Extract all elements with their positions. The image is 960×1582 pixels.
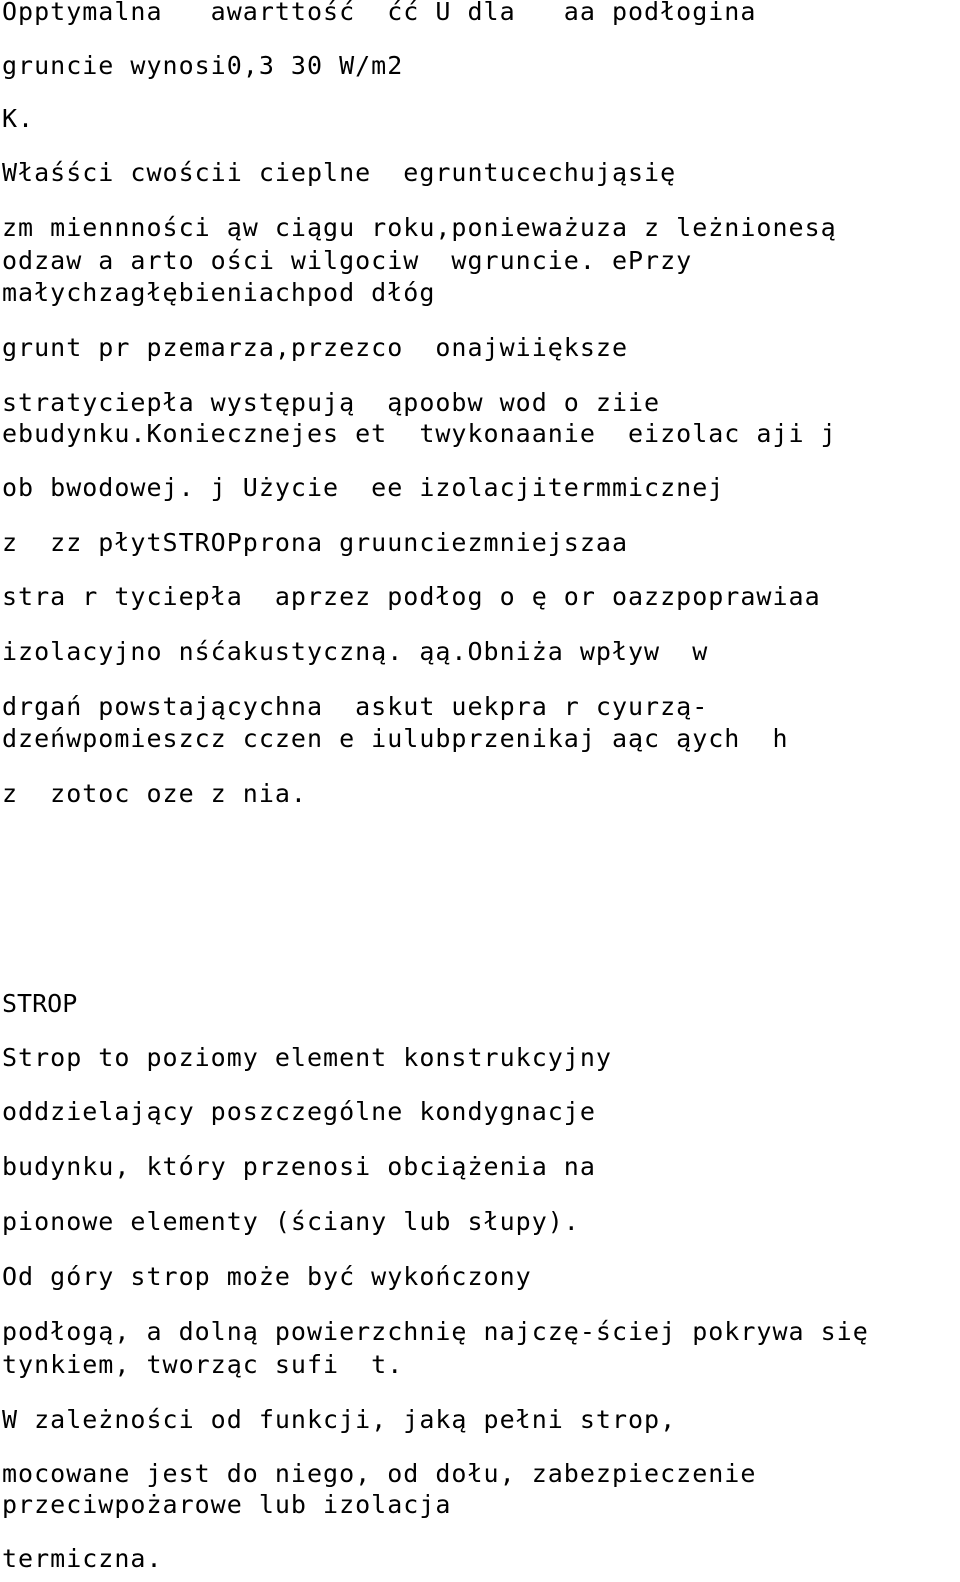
- text-line: tynkiem, tworząc sufi t.: [2, 1350, 404, 1379]
- text-line: pionowe elementy (ściany lub słupy).: [2, 1207, 580, 1236]
- text-line: dzeńwpomieszcz cczen e iulubprzenikaj aąc ąych h: [2, 724, 789, 753]
- text-line: Opptymalna awarttość ćć U dla aa podłogina: [2, 0, 757, 26]
- text-line: oddzielający poszczególne kondygnacje: [2, 1097, 596, 1126]
- text-line: budynku, który przenosi obciążenia na: [2, 1152, 596, 1181]
- text-line: stratyciepła występują ąpoobw wod o ziie: [2, 388, 661, 417]
- text-line: Właśści cwościi cieplne egruntucechująsię: [2, 158, 677, 187]
- text-line: Strop to poziomy element konstrukcyjny: [2, 1043, 612, 1072]
- text-line: ob bwodowej. j Użycie ee izolacjitermmicznej: [2, 473, 725, 502]
- text-line: mocowane jest do niego, od dołu, zabezpieczenie: [2, 1459, 757, 1488]
- text-line: gruncie wynosi0,3 30 W/m2: [2, 51, 404, 80]
- text-line: zm miennności ąw ciągu roku,ponieważuza z leżnionesą: [2, 213, 837, 242]
- text-line: odzaw a arto ości wilgociw wgruncie. ePrzy: [2, 246, 693, 275]
- text-line: Od góry strop może być wykończony: [2, 1262, 532, 1291]
- text-line: stra r tyciepła aprzez podłog o ę or oazzpoprawiaa: [2, 582, 821, 611]
- text-line: grunt pr pzemarza,przezco onajwiiększe: [2, 333, 628, 362]
- text-line: przeciwpożarowe lub izolacja: [2, 1490, 452, 1519]
- text-line: W zależności od funkcji, jaką pełni strop,: [2, 1405, 677, 1434]
- text-line: ebudynku.Koniecznejes et twykonaanie eizolac aji j: [2, 419, 837, 448]
- text-line: termiczna.: [2, 1544, 163, 1573]
- text-line: z zz płytSTROPprona gruunciezmniejszaa: [2, 528, 628, 557]
- section-heading: STROP: [2, 989, 78, 1018]
- text-line: izolacyjno nśćakustyczną. ąą.Obniża wpływ w: [2, 637, 709, 666]
- text-line: małychzagłębieniachpod dłóg: [2, 278, 436, 307]
- text-line: drgań powstającychna askut uekpra r cyurzą-: [2, 692, 709, 721]
- text-line: z zotoc oze z nia.: [2, 779, 307, 808]
- text-line: podłogą, a dolną powierzchnię najczę-ściej pokrywa się: [2, 1317, 869, 1346]
- text-line: K.: [2, 104, 35, 133]
